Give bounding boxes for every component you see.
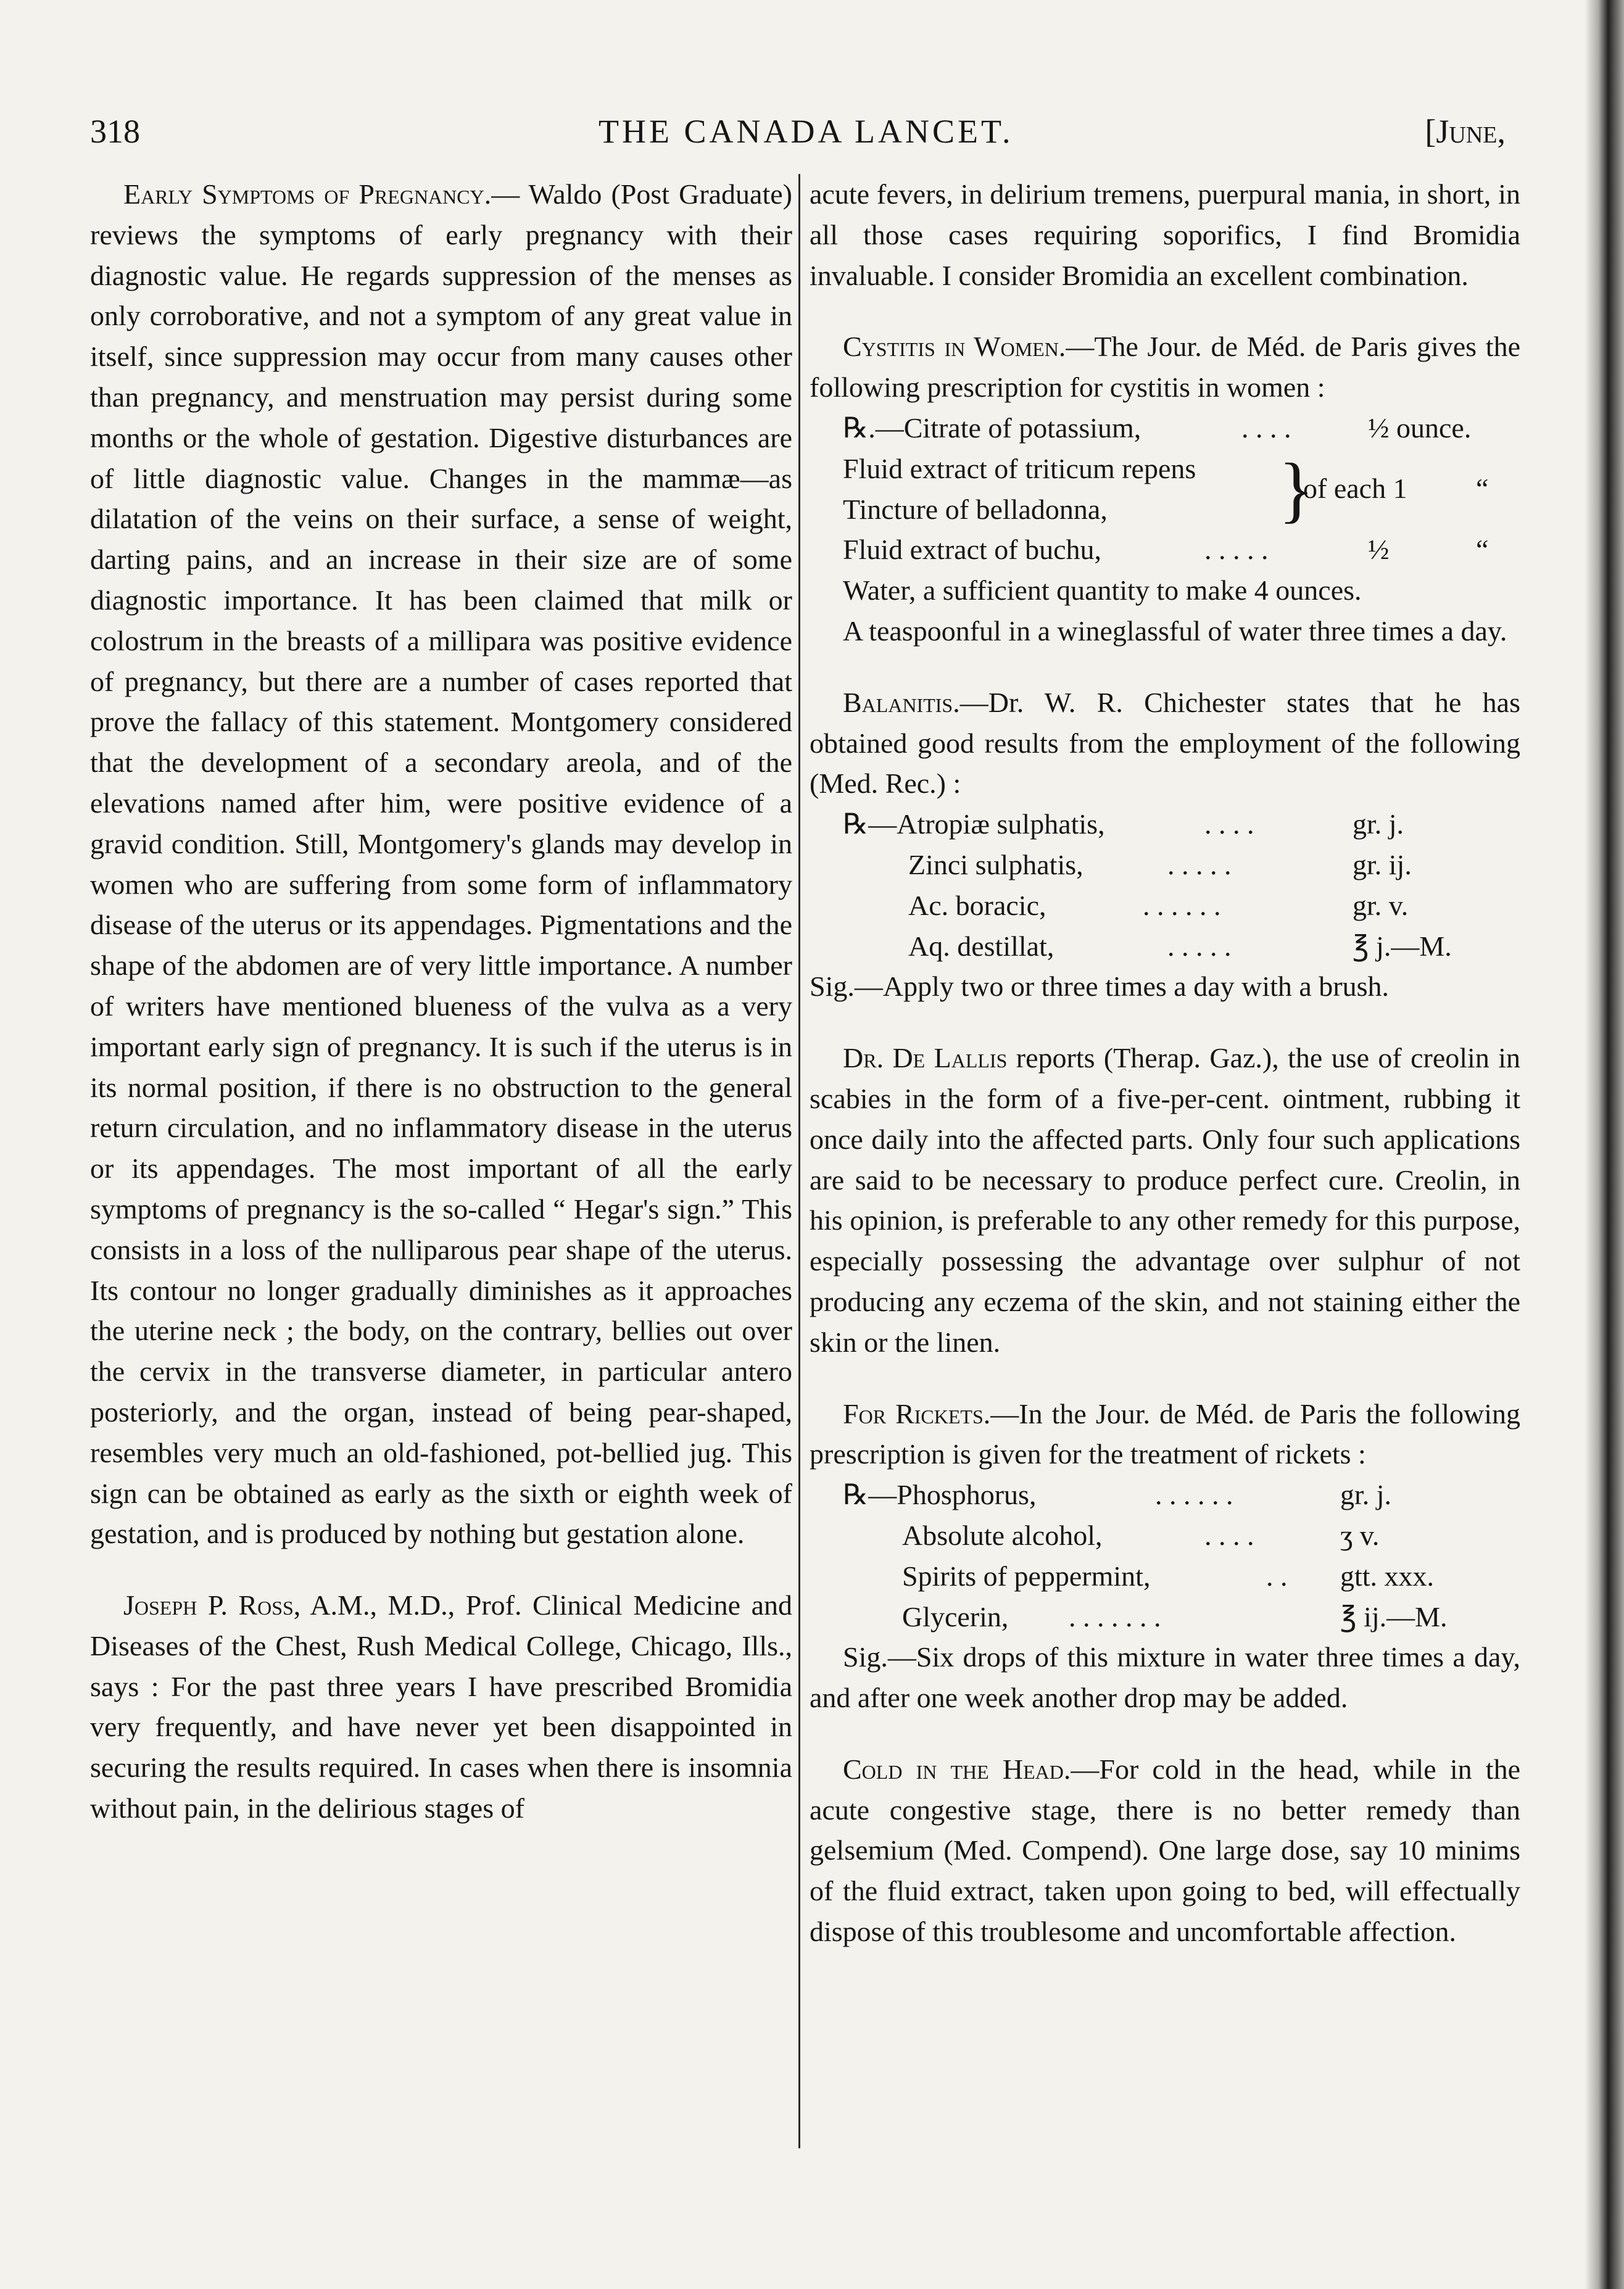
journal-title: THE CANADA LANCET.	[599, 113, 1014, 150]
article-title: Cold in the Head.	[843, 1753, 1071, 1785]
prescription-cystitis	[810, 408, 1520, 611]
prescription-line: ℞.—Citrate of potassium, . . . . ½ ounce.	[843, 412, 1472, 444]
prescription-line: Aq. destillat, . . . . . ℥ j.—M.	[908, 930, 1452, 962]
article-rickets	[810, 1394, 1520, 1475]
article-title: Dr. De Lallis	[843, 1042, 1008, 1074]
prescription-line: Absolute alcohol, . . . . ʒ v.	[902, 1519, 1380, 1551]
article-ross-testimonial	[90, 1585, 792, 1829]
article-body: reports (Therap. Gaz.), the use of creolin in scabies in the form of a five-per-cent. ointment, rubbing it once daily into the affected parts. Only four such applications are said to be necessary to produce perfect cure. Creolin, in his opinion, is preferable to any other remedy for this purpose, especially possessing the advantage over sulphur of not producing any eczema of the skin, and not staining either the skin or the linen.	[810, 1042, 1520, 1358]
right-column	[810, 174, 1520, 1952]
prescription-line: Glycerin, . . . . . . . ℥ ij.—M.	[902, 1600, 1448, 1633]
prescription-line: Spirits of peppermint, . . gtt. xxx.	[902, 1560, 1435, 1592]
article-cystitis	[810, 326, 1520, 408]
article-de-lallis	[810, 1038, 1520, 1362]
article-body: , A.M., M.D., Prof. Clinical Medicine and Diseases of the Chest, Rush Medical College, Chicago, Ills., says : For the past three years I have prescribed Bromidia very frequently, and have never yet been disappointed in securing the results required. In cases when there is insomnia without pain, in the delirious stages of	[90, 1589, 792, 1824]
left-column	[90, 174, 792, 1829]
prescription-line: Fluid extract of buchu, . . . . . ½ “	[843, 534, 1489, 566]
issue-month: [June,	[1425, 113, 1506, 150]
page-binding-edge	[1585, 0, 1624, 2289]
article-continuation: acute fevers, in delirium tremens, puerpural mania, in short, in all those cases requiring soporifics, I find Bromidia invaluable. I consider Bromidia an excellent combination.	[810, 178, 1520, 291]
prescription-line: ℞—Phosphorus, . . . . . . gr. j.	[843, 1479, 1392, 1511]
article-title: For Rickets.	[843, 1397, 991, 1430]
article-title: Early Symptoms of Pregnancy.	[123, 178, 492, 210]
article-title: Balanitis.	[843, 686, 960, 718]
prescription-line: Zinci sulphatis, . . . . . gr. ij.	[908, 848, 1412, 880]
prescription-rickets	[810, 1475, 1520, 1637]
prescription-directions: A teaspoonful in a wineglassful of water three times a day.	[843, 615, 1507, 647]
article-title: Joseph P. Ross	[123, 1589, 294, 1621]
prescription-directions: Sig.—Apply two or three times a day with a brush.	[810, 971, 1390, 1003]
article-balanitis	[810, 682, 1520, 804]
article-body: — Waldo (Post Graduate) reviews the symptoms of early pregnancy with their diagnostic value. He regards suppression of the menses as only corroborative, and not a symptom of any great value in itself, since suppression may occur from many causes other than pregnancy, and menstruation may persist during some months or the whole of gestation. Digestive disturbances are of little diagnostic value. Changes in the mammæ—as dilatation of the veins on their surface, a sense of weight, darting pains, and an increase in their size are of some diagnostic importance. It has been claimed that milk or colostrum in the breasts of a millipara was positive evidence of pregnancy, but there are a number of cases reported that prove the fallacy of this statement. Montgomery considered that the development of a secondary areola, and of the elevations named after him, were positive evidence of a gravid condition. Still, Montgomery's glands may develop in women who are suffering from some form of inflammatory disease of the uterus or its appendages. Pigmentations and the shape of the abdomen are of very little importance. A number of writers have mentioned blueness of the vulva as a very important early sign of pregnancy. It is such if the uterus is in its normal position, if there is no obstruction to the general return circulation, and no inflammatory disease in the uterus or its appendages. The most important of all the early symptoms of pregnancy is the so-called “ Hegar's sign.” This consists in a loss of the nulliparous pear shape of the uterus. Its contour no longer gradually diminishes as it approaches the uterine neck ; the body, on the contrary, bellies out over the cervix in the transverse diameter, in particular antero posteriorly, and the organ, instead of being pear-shaped, resembles very much an old-fashioned, pot-bellied jug. This sign can be obtained as early as the sixth or eighth week of gestation, and is produced by nothing but gestation alone.	[90, 178, 792, 1550]
article-body: —For cold in the head, while in the acute congestive stage, there is no better remedy than gelsemium (Med. Compend). One large dose, say 10 minims of the fluid extract, taken upon going to bed, will effectually dispose of this troublesome and uncomfortable affection.	[810, 1753, 1520, 1948]
article-body: —Dr. W. R. Chichester states that he has obtained good results from the employment of the following (Med. Rec.) :	[810, 686, 1520, 800]
article-body: —In the Jour. de Méd. de Paris the following prescription is given for the treatment of rickets :	[810, 1397, 1520, 1470]
prescription-line: ℞—Atropiæ sulphatis, . . . . gr. j.	[843, 808, 1404, 840]
article-title: Cystitis in Women.	[843, 331, 1066, 363]
article-cold-in-head	[810, 1749, 1520, 1952]
prescription-directions: Sig.—Six drops of this mixture in water three times a day, and after one week another drop may be added.	[810, 1641, 1520, 1714]
prescription-line: Ac. boracic, . . . . . . gr. v.	[908, 889, 1409, 921]
article-early-symptoms	[90, 174, 792, 1554]
prescription-balanitis	[810, 804, 1520, 966]
column-divider	[798, 174, 800, 2148]
article-body: —The Jour. de Méd. de Paris gives the following prescription for cystitis in women :	[810, 331, 1520, 404]
brace: }	[1278, 447, 1314, 530]
running-header	[86, 106, 1506, 155]
page-number: 318	[90, 113, 140, 150]
prescription-line: Fluid extract of triticum repens Tincture of belladonna, } of each 1 “	[843, 447, 1489, 530]
prescription-line: Water, a sufficient quantity to make 4 ounces.	[843, 574, 1362, 606]
